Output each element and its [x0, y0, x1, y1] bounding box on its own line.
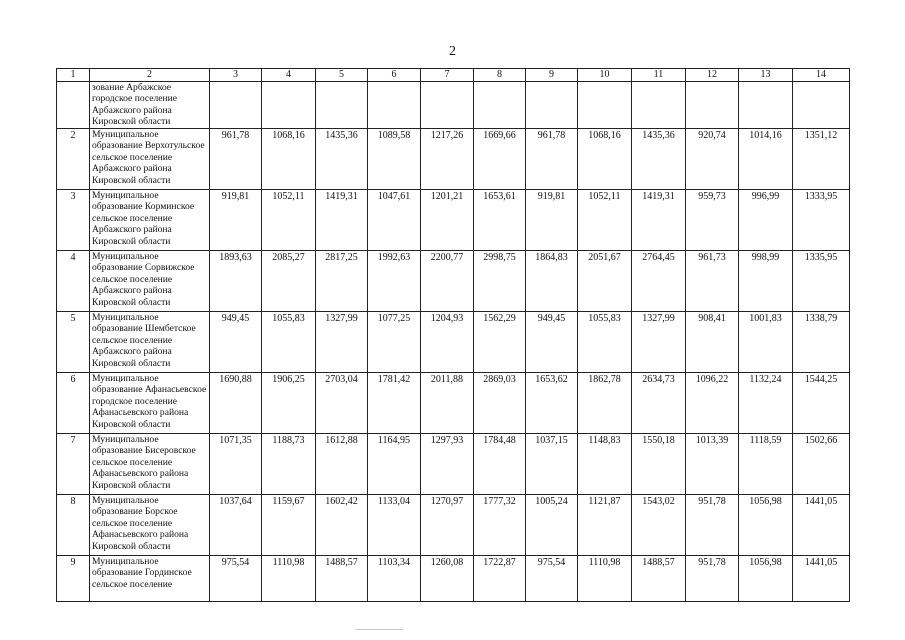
value-cell: 1037,64	[210, 495, 262, 556]
value-cell	[210, 82, 262, 129]
value-cell: 959,73	[686, 190, 739, 251]
column-header: 14	[793, 69, 850, 82]
table-header-row	[57, 69, 850, 82]
value-cell: 1270,97	[421, 495, 474, 556]
value-cell: 1052,11	[578, 190, 632, 251]
municipality-name: Муниципальное образование Сорвижское сельское поселение Арбажского района Кировской области	[90, 251, 210, 312]
value-cell: 1068,16	[262, 129, 316, 190]
value-cell	[739, 82, 793, 129]
row-number: 6	[57, 373, 90, 434]
value-cell: 1005,24	[526, 495, 578, 556]
value-cell: 1055,83	[262, 312, 316, 373]
row-number: 7	[57, 434, 90, 495]
value-cell: 1327,99	[316, 312, 368, 373]
value-cell: 1992,63	[368, 251, 421, 312]
value-cell: 1441,05	[793, 556, 850, 602]
value-cell: 1188,73	[262, 434, 316, 495]
table-row	[57, 373, 850, 434]
column-header: 9	[526, 69, 578, 82]
value-cell: 1669,66	[474, 129, 526, 190]
value-cell: 1260,08	[421, 556, 474, 602]
column-header: 3	[210, 69, 262, 82]
row-number: 4	[57, 251, 90, 312]
value-cell: 1419,31	[316, 190, 368, 251]
value-cell: 1543,02	[632, 495, 686, 556]
value-cell: 1103,34	[368, 556, 421, 602]
value-cell: 949,45	[526, 312, 578, 373]
column-header: 12	[686, 69, 739, 82]
value-cell: 1653,61	[474, 190, 526, 251]
value-cell: 1204,93	[421, 312, 474, 373]
table-row	[57, 129, 850, 190]
tariff-table	[56, 68, 850, 602]
value-cell: 975,54	[210, 556, 262, 602]
value-cell: 1562,29	[474, 312, 526, 373]
value-cell	[578, 82, 632, 129]
value-cell: 1089,58	[368, 129, 421, 190]
value-cell: 1784,48	[474, 434, 526, 495]
value-cell: 1001,83	[739, 312, 793, 373]
row-number: 2	[57, 129, 90, 190]
value-cell: 951,78	[686, 556, 739, 602]
value-cell: 1164,95	[368, 434, 421, 495]
value-cell: 1327,99	[632, 312, 686, 373]
value-cell	[421, 82, 474, 129]
value-cell: 1550,18	[632, 434, 686, 495]
value-cell: 1722,87	[474, 556, 526, 602]
value-cell: 908,41	[686, 312, 739, 373]
value-cell: 1037,15	[526, 434, 578, 495]
value-cell: 1906,25	[262, 373, 316, 434]
column-header: 1	[57, 69, 90, 82]
value-cell: 1121,87	[578, 495, 632, 556]
value-cell: 1297,93	[421, 434, 474, 495]
row-number: 3	[57, 190, 90, 251]
column-header: 8	[474, 69, 526, 82]
column-header: 11	[632, 69, 686, 82]
value-cell: 1217,26	[421, 129, 474, 190]
table-row	[57, 190, 850, 251]
value-cell: 1488,57	[316, 556, 368, 602]
row-number	[57, 82, 90, 129]
row-number: 8	[57, 495, 90, 556]
table-row	[57, 251, 850, 312]
value-cell: 919,81	[210, 190, 262, 251]
value-cell: 1055,83	[578, 312, 632, 373]
row-number: 9	[57, 556, 90, 602]
value-cell: 961,73	[686, 251, 739, 312]
page-number: 2	[449, 44, 456, 59]
value-cell: 1612,88	[316, 434, 368, 495]
value-cell: 1068,16	[578, 129, 632, 190]
value-cell: 961,78	[210, 129, 262, 190]
column-header: 5	[316, 69, 368, 82]
value-cell: 1488,57	[632, 556, 686, 602]
value-cell: 2869,03	[474, 373, 526, 434]
table-row	[57, 312, 850, 373]
value-cell: 2817,25	[316, 251, 368, 312]
value-cell: 1864,83	[526, 251, 578, 312]
value-cell	[686, 82, 739, 129]
value-cell: 1052,11	[262, 190, 316, 251]
value-cell: 975,54	[526, 556, 578, 602]
value-cell: 1056,98	[739, 495, 793, 556]
value-cell	[368, 82, 421, 129]
value-cell	[262, 82, 316, 129]
row-number: 5	[57, 312, 90, 373]
value-cell: 951,78	[686, 495, 739, 556]
municipality-name: Муниципальное образование Гординское сельское поселение	[90, 556, 210, 602]
value-cell: 1148,83	[578, 434, 632, 495]
value-cell: 1544,25	[793, 373, 850, 434]
value-cell: 1441,05	[793, 495, 850, 556]
value-cell: 998,99	[739, 251, 793, 312]
value-cell: 1653,62	[526, 373, 578, 434]
value-cell: 1502,66	[793, 434, 850, 495]
municipality-name: Муниципальное образование Верхотульское сельское поселение Арбажского района Кировской области	[90, 129, 210, 190]
value-cell: 1071,35	[210, 434, 262, 495]
municipality-name: Муниципальное образование Афанасьевское городское поселение Афанасьевского района Кировской области	[90, 373, 210, 434]
value-cell: 1132,24	[739, 373, 793, 434]
municipality-name: зование Арбажское городское поселение Арбажского района Кировской области	[90, 82, 210, 129]
value-cell: 1335,95	[793, 251, 850, 312]
value-cell: 1118,59	[739, 434, 793, 495]
column-header: 2	[90, 69, 210, 82]
value-cell: 2634,73	[632, 373, 686, 434]
value-cell: 1435,36	[632, 129, 686, 190]
value-cell: 1077,25	[368, 312, 421, 373]
value-cell: 1133,04	[368, 495, 421, 556]
value-cell: 1047,61	[368, 190, 421, 251]
value-cell: 2085,27	[262, 251, 316, 312]
value-cell: 1602,42	[316, 495, 368, 556]
value-cell: 1893,63	[210, 251, 262, 312]
value-cell: 1096,22	[686, 373, 739, 434]
value-cell: 2998,75	[474, 251, 526, 312]
value-cell: 920,74	[686, 129, 739, 190]
value-cell: 1777,32	[474, 495, 526, 556]
value-cell: 1110,98	[578, 556, 632, 602]
value-cell	[316, 82, 368, 129]
municipality-name: Муниципальное образование Шембетское сельское поселение Арбажского района Кировской области	[90, 312, 210, 373]
value-cell: 2200,77	[421, 251, 474, 312]
value-cell: 1056,98	[739, 556, 793, 602]
column-header: 4	[262, 69, 316, 82]
value-cell: 1862,78	[578, 373, 632, 434]
value-cell	[632, 82, 686, 129]
value-cell: 949,45	[210, 312, 262, 373]
value-cell	[474, 82, 526, 129]
value-cell: 1013,39	[686, 434, 739, 495]
municipality-name: Муниципальное образование Бисеровское сельское поселение Афанасьевского района Кировской области	[90, 434, 210, 495]
value-cell	[793, 82, 850, 129]
column-header: 7	[421, 69, 474, 82]
value-cell: 2011,88	[421, 373, 474, 434]
value-cell: 961,78	[526, 129, 578, 190]
value-cell: 1333,95	[793, 190, 850, 251]
value-cell: 1419,31	[632, 190, 686, 251]
table-row	[57, 434, 850, 495]
value-cell: 1351,12	[793, 129, 850, 190]
value-cell: 2051,67	[578, 251, 632, 312]
value-cell: 919,81	[526, 190, 578, 251]
column-header: 10	[578, 69, 632, 82]
value-cell: 2764,45	[632, 251, 686, 312]
value-cell: 1014,16	[739, 129, 793, 190]
value-cell: 2703,04	[316, 373, 368, 434]
value-cell: 996,99	[739, 190, 793, 251]
municipality-name: Муниципальное образование Борское сельское поселение Афанасьевского района Кировской области	[90, 495, 210, 556]
table-row	[57, 556, 850, 602]
value-cell: 1690,88	[210, 373, 262, 434]
value-cell: 1159,67	[262, 495, 316, 556]
table-row	[57, 82, 850, 129]
value-cell: 1338,79	[793, 312, 850, 373]
value-cell: 1201,21	[421, 190, 474, 251]
value-cell: 1781,42	[368, 373, 421, 434]
municipality-name: Муниципальное образование Корминское сельское поселение Арбажского района Кировской области	[90, 190, 210, 251]
value-cell: 1435,36	[316, 129, 368, 190]
value-cell	[526, 82, 578, 129]
scan-mark	[355, 629, 403, 630]
table-row	[57, 495, 850, 556]
column-header: 13	[739, 69, 793, 82]
value-cell: 1110,98	[262, 556, 316, 602]
column-header: 6	[368, 69, 421, 82]
